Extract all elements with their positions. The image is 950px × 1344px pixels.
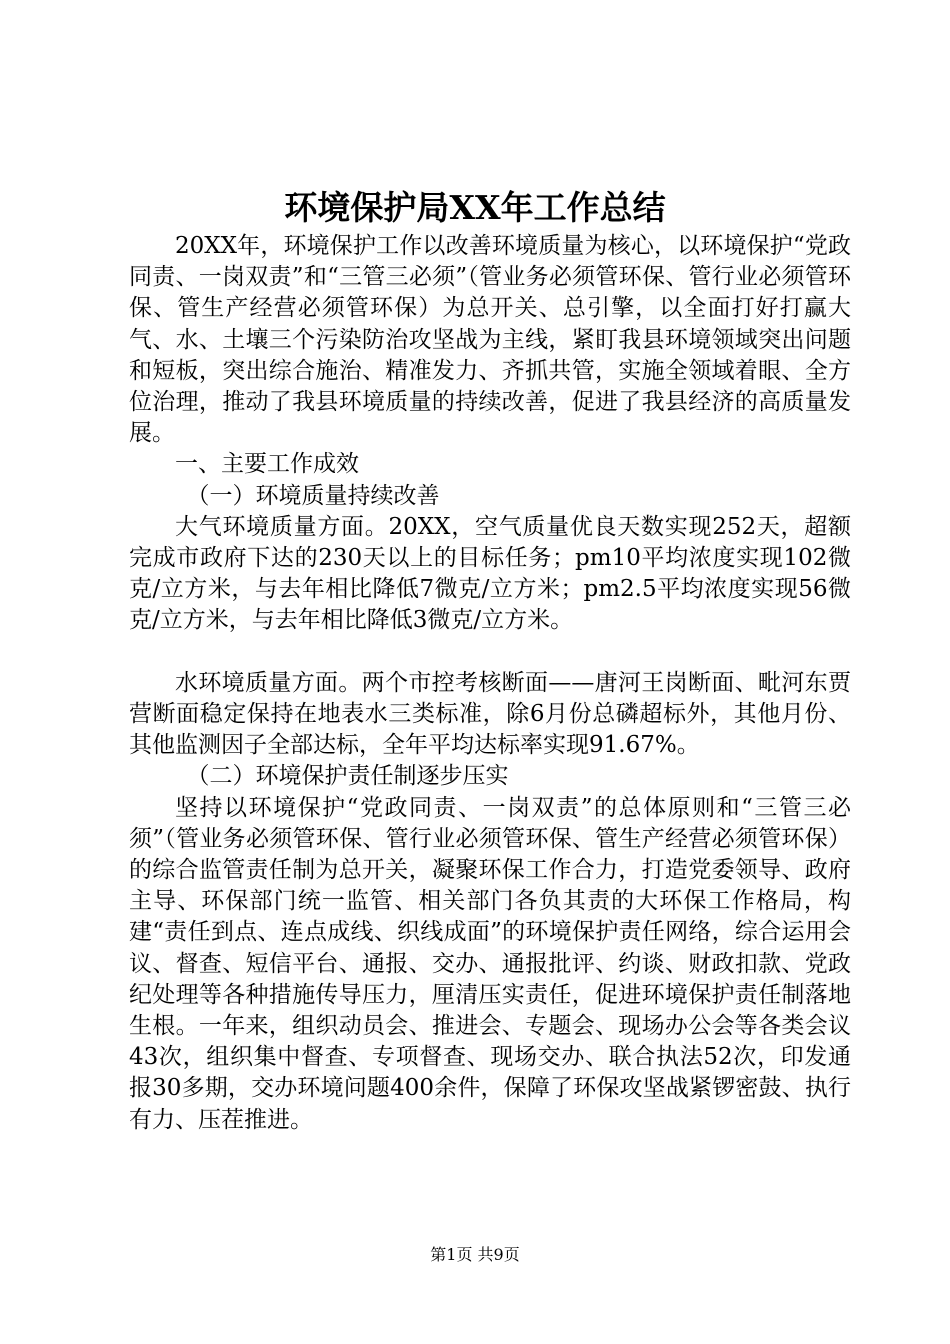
document-body (129, 231, 851, 1136)
page-number-footer: 第1页 共9页 (430, 1245, 520, 1264)
subsection-heading-responsibility: （二）环境保护责任制逐步压实 (186, 763, 509, 790)
section-heading-main-achievements: 一、主要工作成效 (175, 451, 359, 478)
subsection-heading-environment-quality: （一）环境质量持续改善 (186, 482, 440, 509)
air-quality-paragraph: 大气环境质量方面。20XX，空气质量优良天数实现252天，超额完成市政府下达的230天以上的目标任务；pm10平均浓度实现102微克/立方米，与去年相比降低7微克/立方米；pm2.5平均浓度实现56微克/立方米，与去年相比降低3微克/立方米。 (129, 513, 851, 634)
water-quality-paragraph: 水环境质量方面。两个市控考核断面——唐河王岗断面、毗河东贾营断面稳定保持在地表水三类标准，除6月份总磷超标外，其他月份、其他监测因子全部达标，全年平均达标率实现91.67%。 (129, 669, 851, 759)
intro-paragraph: 20XX年，环境保护工作以改善环境质量为核心，以环境保护“党政同责、一岗双责”和“三管三必须”（管业务必须管环保、管行业必须管环保、管生产经营必须管环保）为总开关、总引擎，以全面打好打赢大气、水、土壤三个污染防治攻坚战为主线，紧盯我县环境领域突出问题和短板，突出综合施治、精准发力、齐抓共管，实施全领域着眼、全方位治理，推动了我县环境质量的持续改善，促进了我县经济的高质量发展。 (129, 233, 851, 447)
document-title: 环境保护局XX年工作总结 (284, 188, 666, 227)
responsibility-paragraph: 坚持以环境保护“党政同责、一岗双责”的总体原则和“三管三必须”（管业务必须管环保、管行业必须管环保、管生产经营必须管环保）的综合监管责任制为总开关，凝聚环保工作合力，打造党委领导、政府主导、环保部门统一监管、相关部门各负其责的大环保工作格局，构建“责任到点、连点成线、织线成面”的环境保护责任网络，综合运用会议、督查、短信平台、通报、交办、通报批评、约谈、财政扣款、党政纪处理等各种措施传导压力，厘清压实责任，促进环境保护责任制落地生根。一年来，组织动员会、推进会、专题会、现场办公会等各类会议43次，组织集中督查、专项督查、现场交办、联合执法52次，印发通报30多期，交办环境问题400余件，保障了环保攻坚战紧锣密鼓、执行有力、压茬推进。 (129, 794, 851, 1133)
